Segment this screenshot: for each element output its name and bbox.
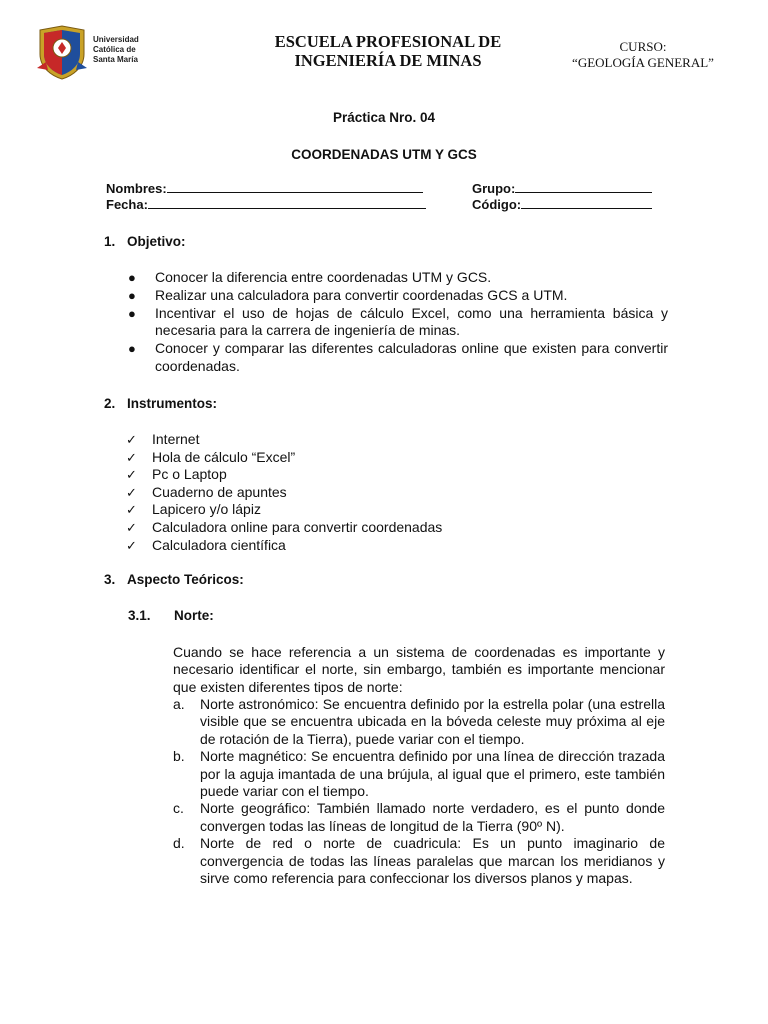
codigo-field[interactable] [472,197,652,212]
course-block [548,39,738,71]
list-letter: d. [173,835,185,852]
list-item [173,835,665,887]
school-title [258,32,518,70]
list-letter: a. [173,696,185,712]
course-label: CURSO: [619,39,667,54]
nombres-field[interactable] [106,181,423,196]
subsection-title: Norte: [174,608,214,623]
list-item-text: Internet [152,431,200,447]
list-item [126,340,668,376]
codigo-label: Código: [472,197,522,212]
fecha-field[interactable] [106,197,426,212]
list-item-text: Realizar una calculadora para convertir coordenadas GCS a UTM. [155,286,568,303]
nombres-line[interactable] [167,181,423,193]
bullet-icon: ● [128,341,136,357]
fecha-line[interactable] [148,197,426,209]
nombres-label: Nombres: [106,181,167,196]
grupo-field[interactable] [472,181,652,196]
fecha-label: Fecha: [106,197,148,212]
subsection-heading-norte [128,608,214,623]
list-item-text: Calculadora online para convertir coordenadas [152,518,443,535]
norte-types-list [173,696,665,887]
section-number: 2. [104,396,116,411]
subject-title: COORDENADAS UTM Y GCS [291,147,477,162]
list-item [173,696,665,748]
checkmark-icon: ✓ [126,449,137,465]
grupo-label: Grupo: [472,181,516,196]
university-name [93,35,139,65]
university-logo [36,24,88,80]
section-heading-instrumentos [104,396,217,411]
list-item [126,537,442,555]
list-item [126,431,442,449]
list-item-text: Hola de cálculo “Excel” [152,448,296,465]
list-item-text: Calculadora científica [152,536,286,553]
grupo-line[interactable] [515,181,652,193]
bullet-icon: ● [128,270,136,285]
section-heading-aspecto-teoricos [104,572,244,587]
school-title-line: INGENIERÍA DE MINAS [294,51,482,70]
list-item-text: Cuaderno de apuntes [152,483,287,500]
school-title-line: ESCUELA PROFESIONAL DE [274,32,502,51]
list-item [173,800,665,835]
list-item-text: Lapicero y/o lápiz [152,501,261,518]
codigo-line[interactable] [521,197,652,209]
list-item-text: Norte de red o norte de cuadricula: Es un punto imaginario de convergencia de todas las líneas paralelas que marcan los meridianos y sirve como referencia para confeccionar los diversos planos y mapas. [200,835,665,887]
section-number: 3. [104,572,116,587]
section-title: Instrumentos: [127,396,218,411]
list-item [173,748,665,800]
list-item-text: Incentivar el uso de hojas de cálculo Excel, como una herramienta básica y necesaria para la carrera de ingeniería de minas. [155,304,668,339]
section-number: 1. [104,234,116,249]
list-item-text: Norte magnético: Se encuentra definido por una línea de dirección trazada por la aguja imantada de una brújula, al igual que el primero, este también puede variar con el tiempo. [200,748,665,800]
list-item [126,484,442,502]
checkmark-icon: ✓ [126,432,137,447]
list-item [126,269,668,287]
list-item [126,305,668,341]
list-item [126,519,442,537]
section-heading-objetivo [104,234,186,249]
norte-intro-paragraph: Cuando se hace referencia a un sistema de coordenadas es importante y necesario identificar el norte, sin embargo, también es importante mencionar que existen diferentes tipos de norte: [173,644,665,695]
list-item-text: Pc o Laptop [152,466,227,483]
list-item-text: Conocer la diferencia entre coordenadas UTM y GCS. [155,269,492,285]
list-item [126,466,442,484]
university-name-line: Santa María [93,55,138,64]
course-name: “GEOLOGÍA GENERAL” [572,55,714,70]
checkmark-icon: ✓ [126,537,137,553]
section-title: Aspecto Teóricos: [127,572,244,587]
checkmark-icon: ✓ [126,467,137,483]
list-item-text: Norte astronómico: Se encuentra definido por la estrella polar (una estrella visible que se encuentra ubicada en la bóveda celeste muy próxima al eje de rotación de la Tierra), puede variar con el tiempo. [200,696,665,747]
subsection-number: 3.1. [128,608,151,623]
list-item [126,501,442,519]
list-letter: b. [173,748,185,765]
list-letter: c. [173,800,184,817]
university-name-line: Católica de [93,45,136,54]
checkmark-icon: ✓ [126,484,137,500]
list-item-text: Norte geográfico: También llamado norte verdadero, es el punto donde convergen todas las líneas de longitud de la Tierra (90º N). [200,800,665,834]
checkmark-icon: ✓ [126,519,137,535]
bullet-icon: ● [128,305,136,321]
bullet-icon: ● [128,287,136,303]
university-name-line: Universidad [93,35,139,44]
section-title: Objetivo: [127,234,186,249]
objectives-list [126,269,668,376]
list-item [126,449,442,467]
instruments-list [126,431,442,554]
practice-title: Práctica Nro. 04 [332,110,436,125]
list-item-text: Conocer y comparar las diferentes calculadoras online que existen para convertir coordenadas. [155,340,668,374]
list-item [126,287,668,305]
checkmark-icon: ✓ [126,502,137,518]
